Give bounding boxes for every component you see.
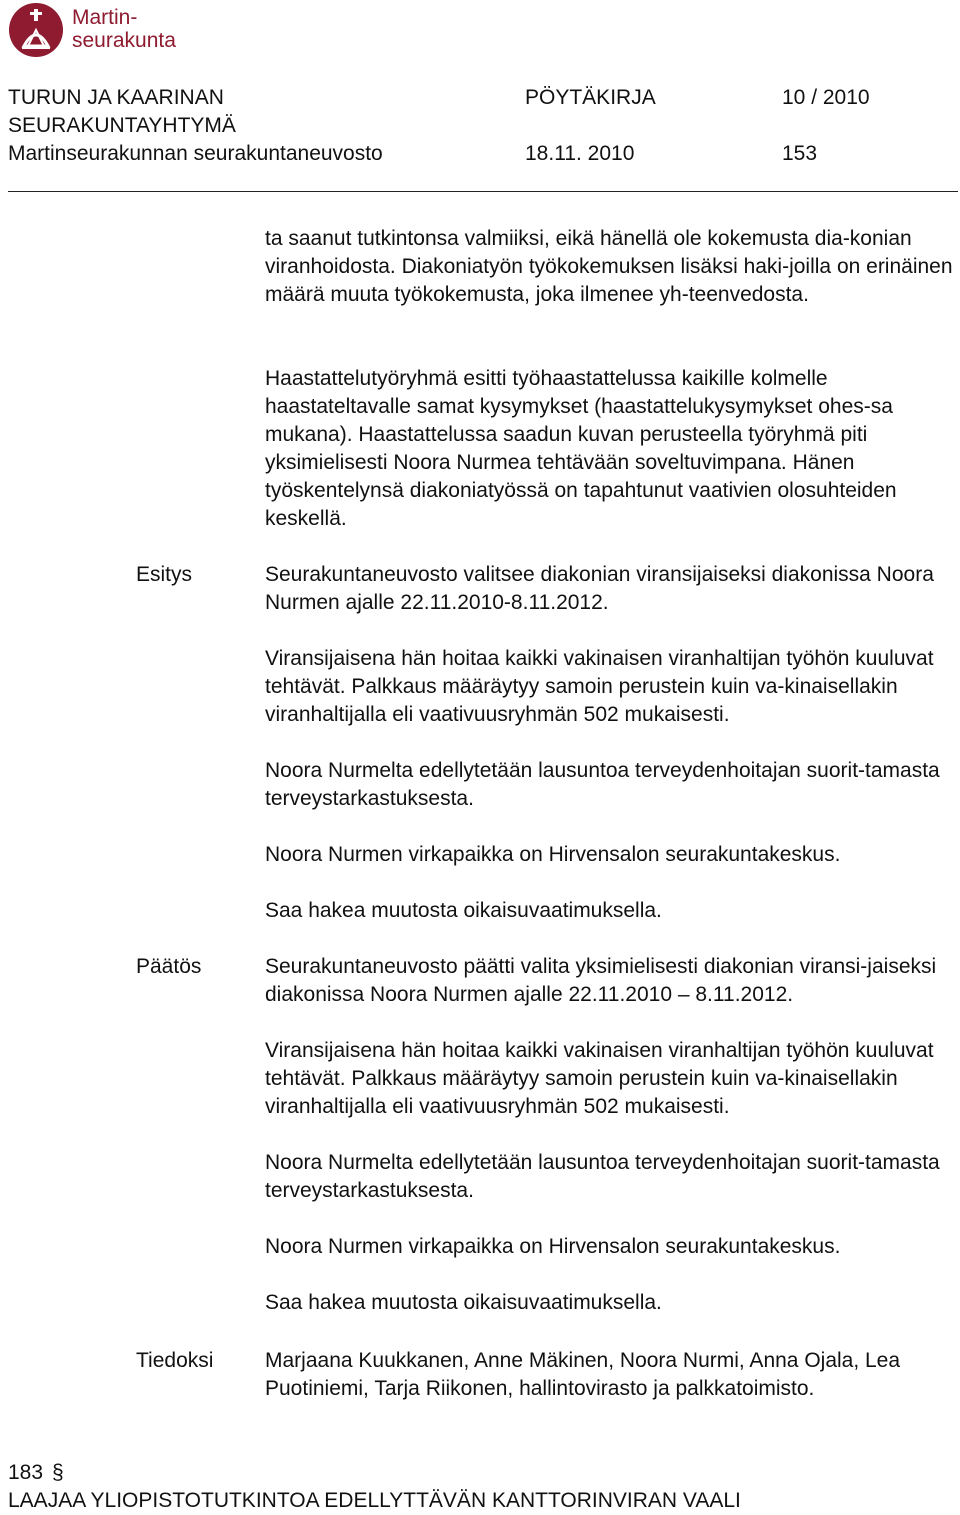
section-symbol: § bbox=[52, 1461, 64, 1484]
paatos-paragraph-1: Seurakuntaneuvosto päätti valita yksimielisesti diakonian viransi-jaiseksi diakonissa Noora Nurmen ajalle 22.11.2010 – 8.11.2012. bbox=[265, 955, 937, 1006]
section-number: 183 bbox=[8, 1461, 44, 1484]
paatos-paragraph-3: Noora Nurmelta edellytetään lausuntoa terveydenhoitajan suorit-tamasta terveystarkastuksesta. bbox=[265, 1151, 940, 1202]
esitys-paragraph-1: Seurakuntaneuvosto valitsee diakonian viransijaiseksi diakonissa Noora Nurmen ajalle 22.11.2010-8.11.2012. bbox=[265, 563, 934, 614]
brand-line-2: seurakunta bbox=[72, 29, 176, 52]
document-type: PÖYTÄKIRJA bbox=[525, 86, 656, 109]
esitys-paragraph-2: Viransijaisena hän hoitaa kaikki vakinaisen viranhaltijan työhön kuuluvat tehtävät. Palkkaus määräytyy samoin perustein kuin va-kinaisellakin viranhaltijalla eli vaativuusryhmän 502 mukaisesti. bbox=[265, 647, 934, 726]
council-name: Martinseurakunnan seurakuntaneuvosto bbox=[8, 142, 383, 165]
paatos-label: Päätös bbox=[136, 955, 202, 978]
paatos-paragraph-2: Viransijaisena hän hoitaa kaikki vakinaisen viranhaltijan työhön kuuluvat tehtävät. Palkkaus määräytyy samoin perustein kuin va-kinaisellakin viranhaltijalla eli vaativuusryhmän 502 mukaisesti. bbox=[265, 1039, 934, 1118]
paatos-paragraph-5: Saa hakea muutosta oikaisuvaatimuksella. bbox=[265, 1291, 662, 1314]
church-logo-icon bbox=[8, 2, 64, 58]
logo bbox=[8, 2, 208, 60]
org-name-line-1: TURUN JA KAARINAN bbox=[8, 86, 224, 109]
esitys-paragraph-3: Noora Nurmelta edellytetään lausuntoa terveydenhoitajan suorit-tamasta terveystarkastuksesta. bbox=[265, 759, 940, 810]
esitys-label: Esitys bbox=[136, 563, 193, 586]
issue-number: 10 / 2010 bbox=[782, 86, 870, 109]
brand-line-1: Martin- bbox=[72, 6, 138, 29]
esitys-paragraph-5: Saa hakea muutosta oikaisuvaatimuksella. bbox=[265, 899, 662, 922]
meeting-date: 18.11. 2010 bbox=[525, 142, 635, 165]
section-title: LAAJAA YLIOPISTOTUTKINTOA EDELLYTTÄVÄN KANTTORINVIRAN VAALI bbox=[8, 1489, 741, 1512]
intro-paragraph-2: Haastattelutyöryhmä esitti työhaastattelussa kaikille kolmelle haastateltavalle samat kysymykset (haastattelukysymykset ohes-sa mukana). Haastattelussa saadun kuvan perusteella työryhmä piti yksimielisesti Noora Nurmea tehtävään soveltuvimpana. Hänen työskentelynsä diakoniatyössä on tapahtunut vaativien olosuhteiden keskellä. bbox=[265, 367, 897, 530]
esitys-paragraph-4: Noora Nurmen virkapaikka on Hirvensalon seurakuntakeskus. bbox=[265, 843, 841, 866]
page-number: 153 bbox=[782, 142, 818, 165]
tiedoksi-paragraph: Marjaana Kuukkanen, Anne Mäkinen, Noora Nurmi, Anna Ojala, Lea Puotiniemi, Tarja Riikonen, hallintovirasto ja palkkatoimisto. bbox=[265, 1349, 901, 1400]
org-name-line-2: SEURAKUNTAYHTYMÄ bbox=[8, 114, 236, 137]
brand-name bbox=[72, 6, 176, 52]
intro-paragraph-1: ta saanut tutkintonsa valmiiksi, eikä hänellä ole kokemusta dia-konian viranhoidosta. Diakoniatyön työkokemuksen lisäksi haki-joilla on erinäinen määrä muuta työkokemusta, joka ilmenee yh-teenvedosta. bbox=[265, 227, 953, 306]
tiedoksi-label: Tiedoksi bbox=[136, 1349, 214, 1372]
paatos-paragraph-4: Noora Nurmen virkapaikka on Hirvensalon seurakuntakeskus. bbox=[265, 1235, 841, 1258]
header-divider bbox=[8, 191, 958, 192]
